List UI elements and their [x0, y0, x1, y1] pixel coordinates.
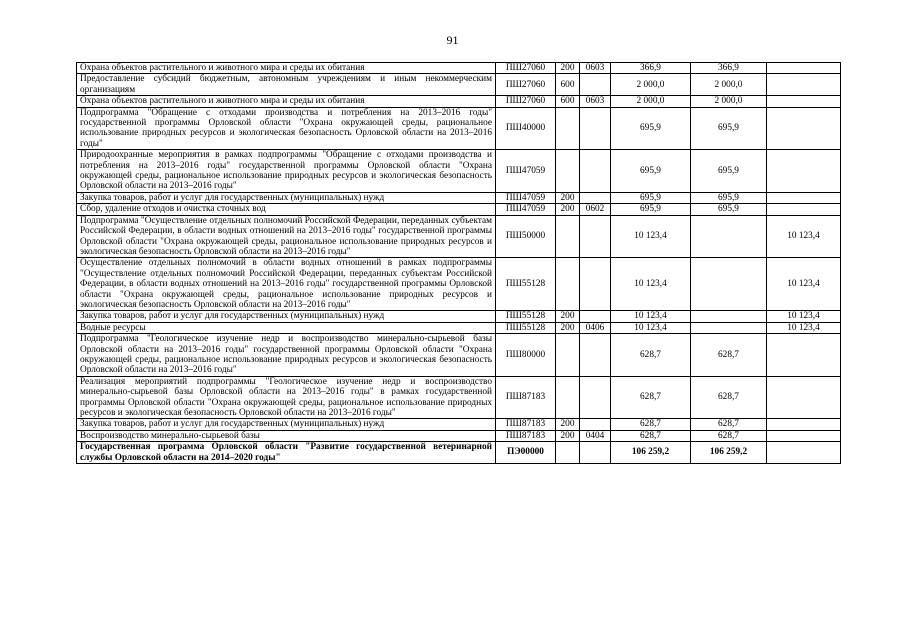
table-row [77, 74, 841, 96]
row-name-cell: Природоохранные мероприятия в рамках подпрограммы "Обращение с отходами производства и потребления на 2013–2016 годы" государственной программы Орловской области "Охрана окружающей среды, рациональное использование природных ресурсов и экологическая безопасность Орловской области на 2013–2016 годы" [77, 150, 496, 193]
table-row [77, 192, 841, 203]
row-name-cell: Предоставление субсидий бюджетным, автономным учреждениям и иным некоммерческим организациям [77, 74, 496, 96]
section-code-cell [580, 107, 611, 150]
row-name-cell: Охрана объектов растительного и животного мира и среды их обитания [77, 63, 496, 74]
expense-type-cell: 200 [556, 63, 580, 74]
table-row [77, 204, 841, 215]
total-amount-cell: 366,9 [611, 63, 691, 74]
regional-amount-cell: 106 259,2 [691, 442, 767, 464]
section-code-cell: 0406 [580, 322, 611, 333]
row-name-cell: Подпрограмма "Осуществление отдельных полномочий Российской Федерации, переданных субъектам Российской Федерации, в области водных отношений на 2013–2016 годы" государственной программы Орловской области "Охрана окружающей среды, рациональное использование природных ресурсов и экологическая безопасность Орловской области на 2013–2016 годы" [77, 215, 496, 258]
federal-amount-cell [767, 204, 841, 215]
row-name-cell: Подпрограмма "Геологическое изучение недр и воспроизводство минерально-сырьевой базы Орловской области на 2013–2016 годы" государственной программы Орловской области "Охрана окружающей среды, рациональное использование природных ресурсов и экологическая безопасность Орловской области на 2013–2016 годы" [77, 334, 496, 377]
section-code-cell: 0602 [580, 204, 611, 215]
table-row [77, 311, 841, 322]
regional-amount-cell: 2 000,0 [691, 96, 767, 107]
total-amount-cell: 628,7 [611, 334, 691, 377]
federal-amount-cell [767, 107, 841, 150]
target-code-cell: ПШ27060 [496, 63, 556, 74]
expense-type-cell [556, 376, 580, 419]
regional-amount-cell [691, 311, 767, 322]
total-amount-cell: 2 000,0 [611, 74, 691, 96]
regional-amount-cell [691, 215, 767, 258]
expense-type-cell [556, 442, 580, 464]
total-amount-cell: 10 123,4 [611, 322, 691, 333]
expense-type-cell: 200 [556, 311, 580, 322]
target-code-cell: ПШ27060 [496, 96, 556, 107]
section-code-cell [580, 442, 611, 464]
target-code-cell: ПШ27060 [496, 74, 556, 96]
federal-amount-cell [767, 442, 841, 464]
total-amount-cell: 628,7 [611, 376, 691, 419]
regional-amount-cell: 628,7 [691, 334, 767, 377]
federal-amount-cell [767, 63, 841, 74]
federal-amount-cell [767, 96, 841, 107]
target-code-cell: ПШ87183 [496, 419, 556, 430]
target-code-cell: ПШ47059 [496, 204, 556, 215]
row-name-cell: Осуществление отдельных полномочий в области водных отношений в рамках подпрограммы "Осуществление отдельных полномочий Российской Федерации, переданных субъектам Российской Федерации, в области водных отношений на 2013–2016 годы" государственной программы Орловской области "Охрана окружающей среды, рациональное использование природных ресурсов и экологическая безопасность Орловской области на 2013–2016 годы" [77, 258, 496, 311]
federal-amount-cell [767, 419, 841, 430]
total-amount-cell: 628,7 [611, 419, 691, 430]
table-row [77, 107, 841, 150]
regional-amount-cell: 695,9 [691, 107, 767, 150]
table-row [77, 442, 841, 464]
expense-type-cell [556, 150, 580, 193]
expense-type-cell: 600 [556, 74, 580, 96]
regional-amount-cell: 695,9 [691, 192, 767, 203]
row-name-cell: Государственная программа Орловской области "Развитие государственной ветеринарной службы Орловской области на 2014–2020 годы" [77, 442, 496, 464]
total-amount-cell: 10 123,4 [611, 258, 691, 311]
section-code-cell [580, 376, 611, 419]
federal-amount-cell [767, 74, 841, 96]
expense-type-cell: 200 [556, 322, 580, 333]
federal-amount-cell: 10 123,4 [767, 322, 841, 333]
total-amount-cell: 106 259,2 [611, 442, 691, 464]
target-code-cell: ПШ47059 [496, 192, 556, 203]
expense-type-cell [556, 258, 580, 311]
regional-amount-cell [691, 322, 767, 333]
section-code-cell [580, 192, 611, 203]
federal-amount-cell [767, 376, 841, 419]
target-code-cell: ПЭ00000 [496, 442, 556, 464]
row-name-cell: Водные ресурсы [77, 322, 496, 333]
table-row [77, 215, 841, 258]
total-amount-cell: 695,9 [611, 204, 691, 215]
section-code-cell: 0404 [580, 430, 611, 441]
regional-amount-cell: 366,9 [691, 63, 767, 74]
section-code-cell [580, 150, 611, 193]
expense-type-cell [556, 107, 580, 150]
total-amount-cell: 10 123,4 [611, 311, 691, 322]
row-name-cell: Реализация мероприятий подпрограммы "Геологическое изучение недр и воспроизводство минерально-сырьевой базы Орловской области на 2013–2016 годы" в рамках государственной программы Орловской области "Охрана окружающей среды, рациональное использование природных ресурсов и экологическая безопасность Орловской области на 2013–2016 годы" [77, 376, 496, 419]
regional-amount-cell: 628,7 [691, 430, 767, 441]
total-amount-cell: 695,9 [611, 150, 691, 193]
federal-amount-cell [767, 430, 841, 441]
section-code-cell: 0603 [580, 63, 611, 74]
federal-amount-cell: 10 123,4 [767, 311, 841, 322]
target-code-cell: ПШ55128 [496, 311, 556, 322]
regional-amount-cell [691, 258, 767, 311]
regional-amount-cell: 628,7 [691, 376, 767, 419]
total-amount-cell: 695,9 [611, 107, 691, 150]
table-row [77, 63, 841, 74]
page-number: 91 [446, 33, 459, 47]
expense-type-cell: 600 [556, 96, 580, 107]
expense-type-cell: 200 [556, 419, 580, 430]
budget-table [76, 62, 841, 464]
section-code-cell [580, 215, 611, 258]
target-code-cell: ПШ40000 [496, 107, 556, 150]
row-name-cell: Сбор, удаление отходов и очистка сточных вод [77, 204, 496, 215]
federal-amount-cell: 10 123,4 [767, 258, 841, 311]
section-code-cell [580, 258, 611, 311]
row-name-cell: Подпрограмма "Обращение с отходами производства и потребления на 2013–2016 годы" государственной программы Орловской области "Охрана окружающей среды, рациональное использование природных ресурсов и экологическая безопасность Орловской области на 2013–2016 годы" [77, 107, 496, 150]
table-row [77, 322, 841, 333]
target-code-cell: ПШ47059 [496, 150, 556, 193]
expense-type-cell [556, 215, 580, 258]
federal-amount-cell [767, 150, 841, 193]
section-code-cell [580, 74, 611, 96]
total-amount-cell: 628,7 [611, 430, 691, 441]
table-row [77, 258, 841, 311]
target-code-cell: ПШ80000 [496, 334, 556, 377]
total-amount-cell: 2 000,0 [611, 96, 691, 107]
table-row [77, 96, 841, 107]
regional-amount-cell: 2 000,0 [691, 74, 767, 96]
federal-amount-cell [767, 334, 841, 377]
target-code-cell: ПШ55128 [496, 258, 556, 311]
section-code-cell [580, 419, 611, 430]
target-code-cell: ПШ87183 [496, 376, 556, 419]
table-row [77, 430, 841, 441]
expense-type-cell: 200 [556, 204, 580, 215]
target-code-cell: ПШ55128 [496, 322, 556, 333]
section-code-cell [580, 334, 611, 377]
row-name-cell: Воспроизводство минерально-сырьевой базы [77, 430, 496, 441]
total-amount-cell: 695,9 [611, 192, 691, 203]
expense-type-cell: 200 [556, 192, 580, 203]
total-amount-cell: 10 123,4 [611, 215, 691, 258]
regional-amount-cell: 695,9 [691, 204, 767, 215]
federal-amount-cell: 10 123,4 [767, 215, 841, 258]
section-code-cell [580, 311, 611, 322]
regional-amount-cell: 695,9 [691, 150, 767, 193]
table-row [77, 419, 841, 430]
row-name-cell: Закупка товаров, работ и услуг для государственных (муниципальных) нужд [77, 311, 496, 322]
regional-amount-cell: 628,7 [691, 419, 767, 430]
section-code-cell: 0603 [580, 96, 611, 107]
target-code-cell: ПШ87183 [496, 430, 556, 441]
expense-type-cell [556, 334, 580, 377]
table-row [77, 150, 841, 193]
table-row [77, 376, 841, 419]
table-row [77, 334, 841, 377]
federal-amount-cell [767, 192, 841, 203]
row-name-cell: Закупка товаров, работ и услуг для государственных (муниципальных) нужд [77, 192, 496, 203]
row-name-cell: Закупка товаров, работ и услуг для государственных (муниципальных) нужд [77, 419, 496, 430]
row-name-cell: Охрана объектов растительного и животного мира и среды их обитания [77, 96, 496, 107]
target-code-cell: ПШ50000 [496, 215, 556, 258]
expense-type-cell: 200 [556, 430, 580, 441]
